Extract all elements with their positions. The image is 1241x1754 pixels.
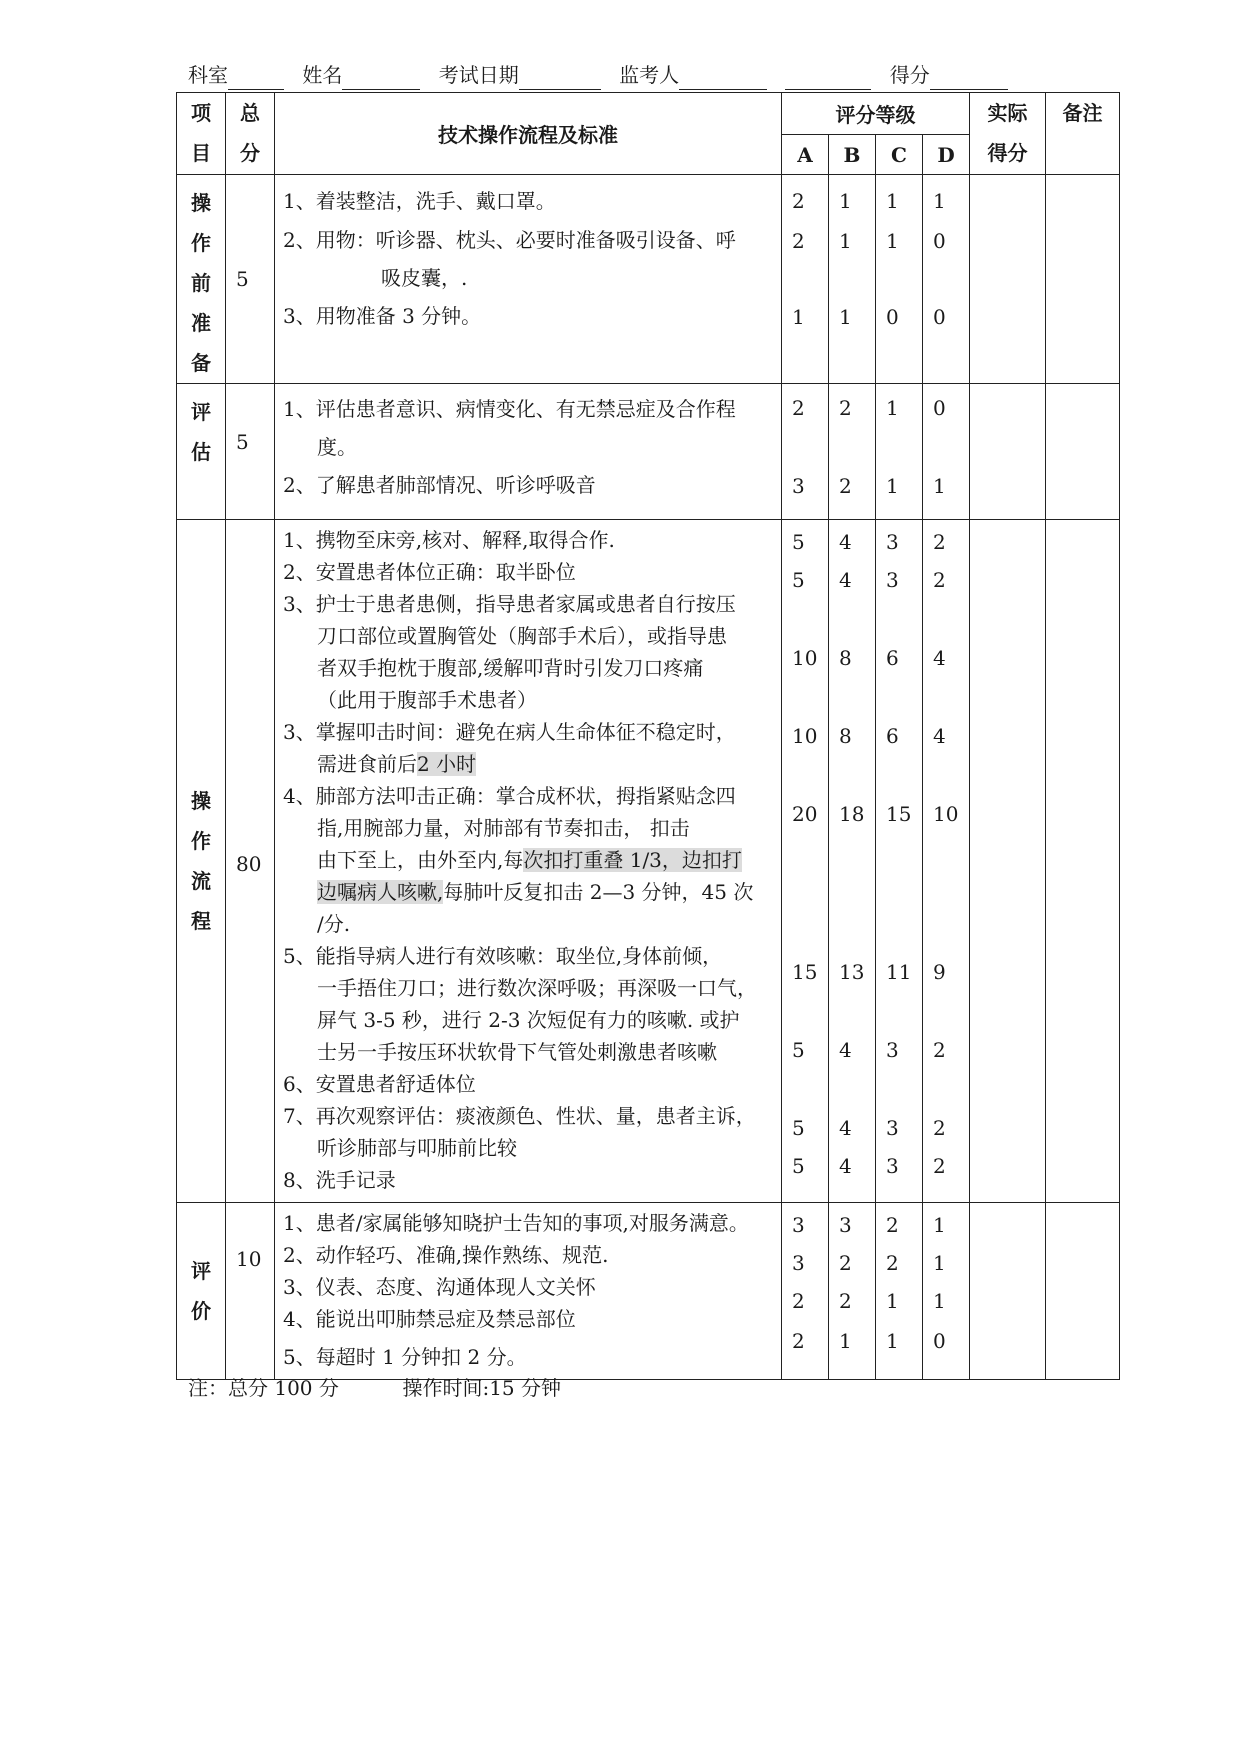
- label-char: 操: [191, 789, 211, 813]
- score: 6: [886, 646, 899, 670]
- procedure-line: 3、护士于患者患侧，指导患者家属或患者自行按压: [283, 592, 736, 616]
- score: 2: [839, 474, 852, 498]
- name-label: 姓名: [302, 63, 343, 87]
- score: 1: [933, 1213, 946, 1237]
- score: 2: [933, 1116, 946, 1140]
- label-char: 价: [191, 1299, 211, 1323]
- section-label: [177, 384, 226, 520]
- proctor-label: 监考人: [619, 63, 680, 87]
- score: 4: [839, 530, 852, 554]
- score: 2: [886, 1251, 899, 1275]
- score: 5: [792, 530, 805, 554]
- score: 1: [886, 229, 899, 253]
- actual-score-header: [970, 93, 1046, 175]
- procedure-line: （此用于腹部手术患者）: [317, 688, 537, 712]
- score: 6: [886, 724, 899, 748]
- grade-c-scores: [876, 1203, 923, 1380]
- procedure-line: 3、掌握叩击时间：避免在病人生命体征不稳定时，: [283, 720, 736, 744]
- score: 3: [792, 474, 805, 498]
- score: 1: [839, 229, 852, 253]
- procedure-line: 7、再次观察评估：痰液颜色、性状、量，患者主诉，: [283, 1104, 756, 1128]
- score: 9: [933, 960, 946, 984]
- label-char: 准: [191, 311, 211, 335]
- score: 1: [933, 1251, 946, 1275]
- grade-a-scores: [782, 384, 829, 520]
- score: 4: [839, 1038, 852, 1062]
- procedure-line: 士另一手按压环状软骨下气管处刺激患者咳嗽: [317, 1040, 717, 1064]
- grade-b-scores: [829, 175, 876, 384]
- score-label: 得分: [889, 63, 930, 87]
- procedure-line: 2、了解患者肺部情况、听诊呼吸音: [283, 473, 596, 497]
- grade-a-header: A: [782, 135, 829, 175]
- label-char: 流: [191, 869, 211, 893]
- score: 5: [792, 1116, 805, 1140]
- label-char: 估: [191, 440, 211, 464]
- score: 0: [933, 229, 946, 253]
- procedure-line: 3、仪表、态度、沟通体现人文关怀: [283, 1275, 596, 1299]
- procedure-line: 度。: [317, 435, 357, 459]
- score: 11: [886, 960, 912, 984]
- procedure-line: 3、用物准备 3 分钟。: [283, 304, 482, 328]
- proctor-blank[interactable]: [679, 67, 767, 90]
- procedure-text: [275, 384, 782, 520]
- actual-header-top: 实际: [987, 101, 1028, 125]
- score: 2: [839, 1251, 852, 1275]
- score: 1: [886, 1329, 899, 1353]
- score: 1: [792, 305, 805, 329]
- procedure-line: 屏气 3-5 秒，进行 2-3 次短促有力的咳嗽. 或护: [317, 1008, 740, 1032]
- score: 3: [839, 1213, 852, 1237]
- label-char: 评: [191, 1259, 211, 1283]
- procedure-text: [275, 520, 782, 1203]
- footer-note: [188, 1372, 561, 1401]
- score: 2: [839, 396, 852, 420]
- section-total: 80: [226, 520, 275, 1203]
- score: 0: [933, 305, 946, 329]
- name-blank[interactable]: [342, 67, 420, 90]
- procedure-line: 1、患者/家属能够知晓护士告知的事项,对服务满意。: [283, 1211, 749, 1235]
- grade-a-scores: [782, 1203, 829, 1380]
- score: 1: [886, 1289, 899, 1313]
- label-char: 程: [191, 909, 211, 933]
- exam-header: [188, 60, 1020, 90]
- grade-c-header: C: [876, 135, 923, 175]
- score: 1: [933, 1289, 946, 1313]
- score: 4: [933, 724, 946, 748]
- score: 2: [792, 229, 805, 253]
- score: 1: [933, 474, 946, 498]
- score-blank[interactable]: [930, 67, 1008, 90]
- grade-b-scores: [829, 1203, 876, 1380]
- score: 5: [792, 1154, 805, 1178]
- procedure-text: [275, 1203, 782, 1380]
- procedure-line: 5、每超时 1 分钟扣 2 分。: [283, 1345, 527, 1369]
- remarks-cell[interactable]: [1046, 384, 1120, 520]
- procedure-line: 1、携物至床旁,核对、解释,取得合作.: [283, 528, 615, 552]
- label-char: 作: [191, 231, 211, 255]
- score: 1: [886, 474, 899, 498]
- header-row-1: [177, 93, 1120, 135]
- scoring-table: [176, 92, 1120, 1380]
- score: 4: [839, 1154, 852, 1178]
- score: 2: [792, 1289, 805, 1313]
- score: 3: [886, 1154, 899, 1178]
- procedure-line: 1、着装整洁，洗手、戴口罩。: [283, 189, 556, 213]
- grade-d-header: D: [923, 135, 970, 175]
- actual-header-bottom: 得分: [987, 141, 1028, 165]
- procedure-line: 指,用腕部力量，对肺部有节奏扣击， 扣击: [317, 816, 690, 840]
- section-label: [177, 175, 226, 384]
- grade-a-scores: [782, 520, 829, 1203]
- procedure-line: 8、洗手记录: [283, 1168, 396, 1192]
- label-char: 操: [191, 191, 211, 215]
- section-row-assessment: [177, 384, 1120, 520]
- score: 2: [792, 189, 805, 213]
- item-header: [177, 93, 226, 175]
- score: 2: [933, 568, 946, 592]
- item-header-top: 项: [191, 101, 211, 125]
- grade-c-scores: [876, 175, 923, 384]
- total-header: [226, 93, 275, 175]
- score: 10: [792, 724, 818, 748]
- section-total: 10: [226, 1203, 275, 1380]
- exam-date-label: 考试日期: [438, 63, 519, 87]
- score: 2: [933, 1038, 946, 1062]
- score: 1: [933, 189, 946, 213]
- line-text: 由下至上，由外至内,每: [317, 848, 524, 872]
- score: 3: [792, 1213, 805, 1237]
- procedure-line: 2、安置患者体位正确：取半卧位: [283, 560, 576, 584]
- score: 2: [886, 1213, 899, 1237]
- section-row-procedure: [177, 520, 1120, 1203]
- procedure-line: 者双手抱枕于腹部,缓解叩背时引发刀口疼痛: [317, 656, 704, 680]
- score: 10: [792, 646, 818, 670]
- actual-score-cell[interactable]: [970, 384, 1046, 520]
- grade-b-header: B: [829, 135, 876, 175]
- score: 3: [886, 1038, 899, 1062]
- actual-score-cell[interactable]: [970, 520, 1046, 1203]
- score: 2: [792, 396, 805, 420]
- procedure-line: 2、动作轻巧、准确,操作熟练、规范.: [283, 1243, 609, 1267]
- procedure-line: 6、安置患者舒适体位: [283, 1072, 476, 1096]
- remarks-cell[interactable]: [1046, 1203, 1120, 1380]
- grade-d-scores: [923, 175, 970, 384]
- time-limit-note: 操作时间:15 分钟: [402, 1376, 562, 1400]
- score: 3: [886, 530, 899, 554]
- procedure-text: [275, 175, 782, 384]
- score: 5: [792, 1038, 805, 1062]
- total-header-top: 总: [240, 101, 260, 125]
- remarks-header: 备注: [1046, 93, 1120, 175]
- procedure-line: 4、肺部方法叩击正确：掌合成杯状，拇指紧贴念四: [283, 784, 736, 808]
- total-score-note: 注：总分 100 分: [188, 1376, 339, 1400]
- highlighted-text: 2 小时: [417, 752, 477, 776]
- procedure-line: [283, 748, 773, 780]
- procedure-line: 刀口部位或置胸管处（胸部手术后），或指导患: [317, 624, 727, 648]
- grade-b-scores: [829, 384, 876, 520]
- grade-a-scores: [782, 175, 829, 384]
- grade-d-scores: [923, 384, 970, 520]
- procedure-line: 听诊肺部与叩肺前比较: [317, 1136, 517, 1160]
- line-text: 每肺叶反复扣击 2—3 分钟，45 次: [443, 880, 754, 904]
- score: 1: [839, 305, 852, 329]
- procedure-line: 5、能指导病人进行有效咳嗽：取坐位,身体前倾，: [283, 944, 723, 968]
- grade-d-scores: [923, 1203, 970, 1380]
- grades-header: 评分等级: [782, 93, 970, 135]
- procedure-line: 一手捂住刀口；进行数次深呼吸；再深吸一口气，: [317, 976, 757, 1000]
- score: 4: [839, 568, 852, 592]
- exam-date-blank[interactable]: [519, 67, 601, 90]
- remarks-cell[interactable]: [1046, 175, 1120, 384]
- score: 4: [839, 1116, 852, 1140]
- score: 0: [933, 1329, 946, 1353]
- score: 18: [839, 802, 865, 826]
- dept-blank[interactable]: [228, 67, 284, 90]
- section-label: [177, 1203, 226, 1380]
- score: 0: [933, 396, 946, 420]
- item-header-bottom: 目: [191, 141, 211, 165]
- score: 8: [839, 724, 852, 748]
- score: 0: [886, 305, 899, 329]
- score: 2: [933, 1154, 946, 1178]
- procedure-line: 吸皮囊，.: [381, 266, 468, 290]
- score: 1: [886, 396, 899, 420]
- score: 1: [886, 189, 899, 213]
- score: 2: [792, 1329, 805, 1353]
- procedure-line: [283, 844, 773, 876]
- score: 3: [886, 1116, 899, 1140]
- score: 13: [839, 960, 865, 984]
- grade-b-scores: [829, 520, 876, 1203]
- grade-c-scores: [876, 520, 923, 1203]
- score: 10: [933, 802, 959, 826]
- score: 15: [792, 960, 818, 984]
- label-char: 备: [191, 351, 211, 375]
- total-header-bottom: 分: [240, 141, 260, 165]
- grade-c-scores: [876, 384, 923, 520]
- score: 5: [792, 568, 805, 592]
- label-char: 作: [191, 829, 211, 853]
- highlighted-text: 边嘱病人咳嗽,: [317, 880, 444, 904]
- section-label: [177, 520, 226, 1203]
- extra-blank[interactable]: [785, 67, 871, 90]
- score: 8: [839, 646, 852, 670]
- score: 3: [792, 1251, 805, 1275]
- score: 20: [792, 802, 818, 826]
- procedure-line: [283, 876, 773, 908]
- score: 2: [839, 1289, 852, 1313]
- section-row-pre-operation: [177, 175, 1120, 384]
- score: 4: [933, 646, 946, 670]
- section-total: 5: [226, 384, 275, 520]
- score: 2: [933, 530, 946, 554]
- score: 3: [886, 568, 899, 592]
- actual-score-cell[interactable]: [970, 175, 1046, 384]
- actual-score-cell[interactable]: [970, 1203, 1046, 1380]
- procedure-line: 4、能说出叩肺禁忌症及禁忌部位: [283, 1307, 576, 1331]
- procedure-line: /分.: [317, 912, 351, 936]
- procedure-line: 2、用物：听诊器、枕头、必要时准备吸引设备、呼: [283, 228, 736, 252]
- grade-d-scores: [923, 520, 970, 1203]
- score: 1: [839, 1329, 852, 1353]
- remarks-cell[interactable]: [1046, 520, 1120, 1203]
- score: 1: [839, 189, 852, 213]
- section-row-evaluation: [177, 1203, 1120, 1380]
- highlighted-text: 次扣打重叠 1/3，边扣打: [523, 848, 742, 872]
- label-char: 前: [191, 271, 211, 295]
- score: 15: [886, 802, 912, 826]
- label-char: 评: [191, 400, 211, 424]
- line-text: 需进食前后: [317, 752, 417, 776]
- procedure-line: 1、评估患者意识、病情变化、有无禁忌症及合作程: [283, 397, 736, 421]
- dept-label: 科室: [188, 63, 228, 87]
- section-total: 5: [226, 175, 275, 384]
- procedure-header: 技术操作流程及标准: [275, 93, 782, 175]
